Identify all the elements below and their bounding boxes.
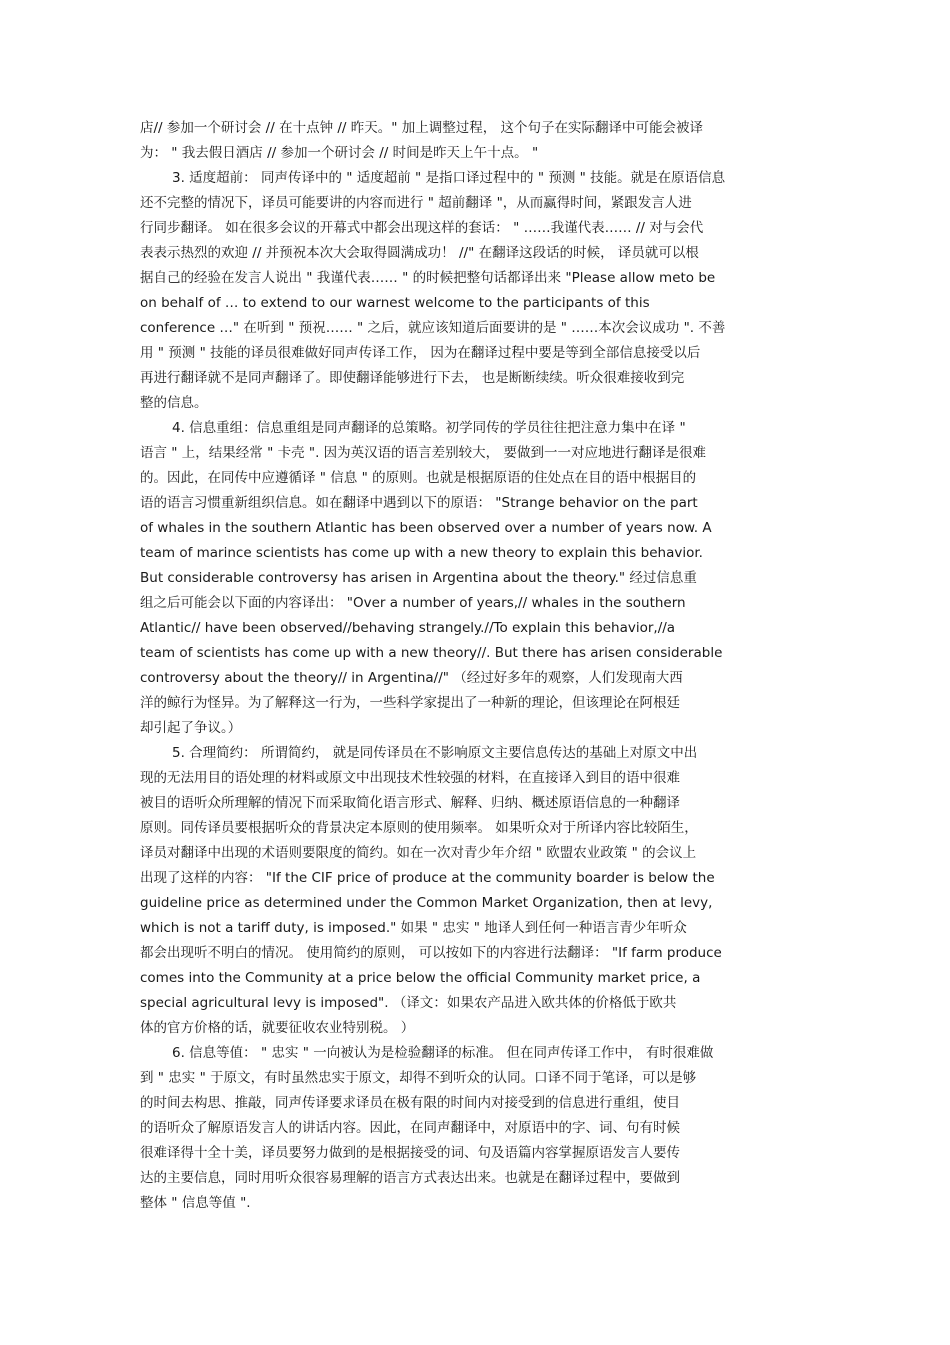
section-4-heading-line: 4. 信息重组：信息重组是同声翻译的总策略。初学同传的学员往往把注意力集中在译 " bbox=[172, 420, 686, 436]
text-line: on behalf of … to extend to our warnest welcome to the participants of this bbox=[140, 295, 650, 311]
text-line: 整体 " 信息等值 ". bbox=[140, 1195, 251, 1211]
text-line: team of scientists has come up with a new theory//. But there has arisen considerable bbox=[140, 645, 723, 661]
text-line: 还不完整的情况下，译员可能要讲的内容而进行 " 超前翻译 "，从而赢得时间，紧跟发言人进 bbox=[140, 195, 692, 211]
text-line: 行同步翻译。 如在很多会议的开幕式中都会出现这样的套话： " ……我谨代表…… // 对与会代 bbox=[140, 220, 704, 236]
section-5-heading-line: 5. 合理简约： 所谓简约， 就是同传译员在不影响原文主要信息传达的基础上对原文中出 bbox=[172, 745, 698, 761]
text-line: 店// 参加一个研讨会 // 在十点钟 // 昨天。" 加上调整过程， 这个句子在实际翻译中可能会被译 bbox=[140, 120, 704, 136]
text-line: controversy about the theory// in Argentina//" （经过好多年的观察，人们发现南大西 bbox=[140, 670, 683, 686]
text-line: 用 " 预测 " 技能的译员很难做好同声传译工作， 因为在翻译过程中要是等到全部信息接受以后 bbox=[140, 345, 701, 361]
text-line: 到 " 忠实 " 于原文，有时虽然忠实于原文，却得不到听众的认同。口译不同于笔译，可以是够 bbox=[140, 1070, 697, 1086]
text-line: guideline price as determined under the Common Market Organization, then at levy, bbox=[140, 895, 713, 911]
text-line: of whales in the southern Atlantic has been observed over a number of years now. A bbox=[140, 520, 712, 536]
text-line: 却引起了争议。） bbox=[140, 720, 242, 736]
text-line: conference …" 在听到 " 预祝…… " 之后，就应该知道后面要讲的是 " ……本次会议成功 ". 不善 bbox=[140, 320, 726, 336]
text-line: 的时间去构思、推敲，同声传译要求译员在极有限的时间内对接受到的信息进行重组，使目 bbox=[140, 1095, 680, 1111]
text-line: 现的无法用目的语处理的材料或原文中出现技术性较强的材料，在直接译入到目的语中很难 bbox=[140, 770, 680, 786]
text-line: 组之后可能会以下面的内容译出： "Over a number of years,// whales in the southern bbox=[140, 595, 686, 611]
text-line: comes into the Community at a price below the official Community market price, a bbox=[140, 970, 701, 986]
text-line: 整的信息。 bbox=[140, 395, 208, 411]
text-line: 再进行翻译就不是同声翻译了。即使翻译能够进行下去， 也是断断续续。听众很难接收到完 bbox=[140, 370, 685, 386]
text-line: 出现了这样的内容： "If the CIF price of produce at the community boarder is below the bbox=[140, 870, 715, 886]
text-line: 为： " 我去假日酒店 // 参加一个研讨会 // 时间是昨天上午十点。 " bbox=[140, 145, 539, 161]
text-line: Atlantic// have been observed//behaving strangely.//To explain this behavior,//a bbox=[140, 620, 676, 636]
text-line: 体的官方价格的话，就要征收农业特别税。 ） bbox=[140, 1020, 415, 1036]
text-line: But considerable controversy has arisen in Argentina about the theory." 经过信息重 bbox=[140, 570, 697, 586]
text-line: 语言 " 上，结果经常 " 卡壳 ". 因为英汉语的语言差别较大， 要做到一一对应地进行翻译是很难 bbox=[140, 445, 706, 461]
text-line: 洋的鲸行为怪异。为了解释这一行为，一些科学家提出了一种新的理论，但该理论在阿根廷 bbox=[140, 695, 680, 711]
text-line: 语的语言习惯重新组织信息。如在翻译中遇到以下的原语： "Strange behavior on the part bbox=[140, 495, 698, 511]
section-3-heading-line: 3. 适度超前： 同声传译中的 " 适度超前 " 是指口译过程中的 " 预测 " 技能。就是在原语信息 bbox=[172, 170, 726, 186]
text-line: 表表示热烈的欢迎 // 并预祝本次大会取得圆满成功！ //" 在翻译这段话的时候， 译员就可以根 bbox=[140, 245, 699, 261]
text-line: 达的主要信息，同时用听众很容易理解的语言方式表达出来。也就是在翻译过程中，要做到 bbox=[140, 1170, 680, 1186]
text-line: special agricultural levy is imposed". （译文：如果农产品进入欧共体的价格低于欧共 bbox=[140, 995, 677, 1011]
text-line: 的。因此，在同传中应遵循译 " 信息 " 的原则。也就是根据原语的住处点在目的语中根据目的 bbox=[140, 470, 697, 486]
text-line: 译员对翻译中出现的术语则要限度的简约。如在一次对青少年介绍 " 欧盟农业政策 " 的会议上 bbox=[140, 845, 697, 861]
text-line: 被目的语听众所理解的情况下而采取简化语言形式、解释、归纳、概述原语信息的一种翻译 bbox=[140, 795, 680, 811]
text-line: 都会出现听不明白的情况。 使用简约的原则， 可以按如下的内容进行法翻译： "If farm produce bbox=[140, 945, 722, 961]
text-line: 原则。同传译员要根据听众的背景决定本原则的使用频率。 如果听众对于所译内容比较陌生， bbox=[140, 820, 698, 836]
text-line: 据自己的经验在发言人说出 " 我谨代表…… " 的时候把整句话都译出来 "Please allow meto be bbox=[140, 270, 716, 286]
text-line: 很难译得十全十美，译员要努力做到的是根据接受的词、句及语篇内容掌握原语发言人要传 bbox=[140, 1145, 680, 1161]
text-line: which is not a tariff duty, is imposed." 如果 " 忠实 " 地译人到任何一种语言青少年听众 bbox=[140, 920, 687, 936]
text-line: team of marince scientists has come up with a new theory to explain this behavior. bbox=[140, 545, 703, 561]
text-line: 的语听众了解原语发言人的讲话内容。因此，在同声翻译中，对原语中的字、词、句有时候 bbox=[140, 1120, 680, 1136]
section-6-heading-line: 6. 信息等值： " 忠实 " 一向被认为是检验翻译的标准。 但在同声传译工作中， 有时很难做 bbox=[172, 1045, 714, 1061]
